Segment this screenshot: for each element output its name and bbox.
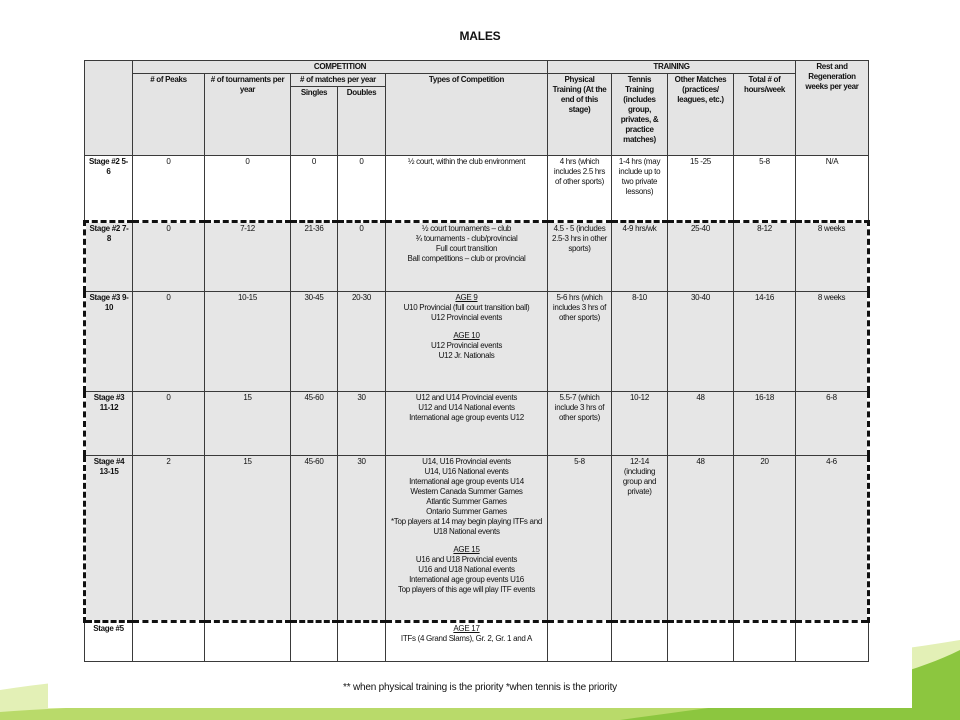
singles-cell: 45-60 (291, 392, 338, 456)
types-line: U10 Provincial (full court transition ball) (403, 303, 530, 312)
doubles-cell: 20-30 (338, 292, 386, 392)
types-cell (386, 456, 548, 622)
peaks-cell: 0 (133, 222, 205, 292)
types-line: International age group events U14 (409, 477, 524, 486)
types-line: U14, U16 National events (424, 467, 509, 476)
types-line: Full court transition (435, 244, 498, 253)
types-cell (386, 292, 548, 392)
table-row (85, 622, 869, 662)
rest-cell: 8 weeks (796, 292, 869, 392)
physical-cell: 4 hrs (which includes 2.5 hrs of other sports) (548, 156, 612, 222)
peaks-cell: 2 (133, 456, 205, 622)
age-heading: AGE 10 (453, 331, 480, 340)
types-line: International age group events U16 (409, 575, 524, 584)
doubles-cell: 0 (338, 222, 386, 292)
age-heading: AGE 15 (453, 545, 480, 554)
matches-header: # of matches per year (291, 74, 386, 87)
types-line: ½ court tournaments – club (421, 224, 512, 233)
tennis-cell (612, 622, 668, 662)
other-cell: 48 (668, 392, 734, 456)
tennis-cell: 10-12 (612, 392, 668, 456)
types-line: ¾ tournaments - club/provincial (415, 234, 518, 243)
types-line: U12 and U14 Provincial events (415, 393, 518, 402)
doubles-cell: 0 (338, 156, 386, 222)
tournaments-cell: 10-15 (205, 292, 291, 392)
tennis-header: Tennis Training (includes group, privates, & practice matches) (612, 74, 668, 156)
tennis-cell: 1-4 hrs (may include up to two private lessons) (612, 156, 668, 222)
types-line: Western Canada Summer Games (410, 487, 523, 496)
physical-header: Physical Training (At the end of this stage) (548, 74, 612, 156)
table-row (85, 156, 869, 222)
other-cell: 15 -25 (668, 156, 734, 222)
total-cell: 16-18 (734, 392, 796, 456)
types-line: Ontario Summer Games (426, 507, 507, 516)
table-row (85, 392, 869, 456)
tennis-cell: 4-9 hrs/wk (612, 222, 668, 292)
singles-cell: 45-60 (291, 456, 338, 622)
types-line: Atlantic Summer Games (426, 497, 507, 506)
types-line: U12 Provincial events (430, 341, 503, 350)
age-heading: AGE 9 (455, 293, 478, 302)
table-row (85, 456, 869, 622)
total-header: Total # of hours/week (734, 74, 796, 156)
types-line: *Top players at 14 may begin playing ITFs and U18 National events (390, 517, 543, 536)
doubles-cell: 30 (338, 392, 386, 456)
competition-header: COMPETITION (133, 61, 548, 74)
peaks-cell: 0 (133, 156, 205, 222)
document-page (48, 20, 912, 708)
table-row (85, 292, 869, 392)
types-cell (386, 156, 548, 222)
stage-label: Stage #5 (85, 622, 133, 662)
stage-label: Stage #2 7-8 (85, 222, 133, 292)
types-line: U16 and U18 National events (418, 565, 515, 574)
stage-label: Stage #4 13-15 (85, 456, 133, 622)
training-table (83, 60, 870, 662)
types-cell (386, 222, 548, 292)
other-cell: 25-40 (668, 222, 734, 292)
types-line: U12 Provincial events (430, 313, 503, 322)
tennis-cell: 8-10 (612, 292, 668, 392)
physical-cell: 5-8 (548, 456, 612, 622)
age-heading: AGE 17 (453, 624, 480, 633)
physical-cell (548, 622, 612, 662)
singles-cell: 21-36 (291, 222, 338, 292)
total-cell: 14-16 (734, 292, 796, 392)
types-line: U14, U16 Provincial events (422, 457, 511, 466)
other-header: Other Matches (practices/ leagues, etc.) (668, 74, 734, 156)
rest-cell: N/A (796, 156, 869, 222)
types-line: Top players of this age will play ITF events (397, 585, 536, 594)
stage-label: Stage #3 9-10 (85, 292, 133, 392)
training-header: TRAINING (548, 61, 796, 74)
tournaments-cell (205, 622, 291, 662)
stage-label: Stage #3 11-12 (85, 392, 133, 456)
tournaments-header: # of tournaments per year (205, 74, 291, 156)
types-line: ITFs (4 Grand Slams), Gr. 2, Gr. 1 and A (400, 634, 533, 643)
doubles-cell: 30 (338, 456, 386, 622)
tennis-cell: 12-14 (including group and private) (612, 456, 668, 622)
peaks-header: # of Peaks (133, 74, 205, 156)
footnote: ** when physical training is the priority *when tennis is the priority (343, 682, 617, 693)
tournaments-cell: 15 (205, 456, 291, 622)
other-cell: 48 (668, 456, 734, 622)
types-cell (386, 622, 548, 662)
other-cell: 30-40 (668, 292, 734, 392)
singles-cell (291, 622, 338, 662)
physical-cell: 5.5-7 (which include 3 hrs of other sports) (548, 392, 612, 456)
physical-cell: 4.5 - 5 (includes 2.5-3 hrs in other sports) (548, 222, 612, 292)
rest-cell: 6-8 (796, 392, 869, 456)
types-line: ½ court, within the club environment (407, 157, 526, 166)
total-cell: 5-8 (734, 156, 796, 222)
rest-header: Rest and Regeneration weeks per year (796, 61, 869, 156)
tournaments-cell: 7-12 (205, 222, 291, 292)
singles-header: Singles (291, 87, 338, 156)
physical-cell: 5-6 hrs (which includes 3 hrs of other sports) (548, 292, 612, 392)
stage-header-cell (85, 61, 133, 156)
types-cell (386, 392, 548, 456)
total-cell: 20 (734, 456, 796, 622)
doubles-cell (338, 622, 386, 662)
tournaments-cell: 15 (205, 392, 291, 456)
rest-cell (796, 622, 869, 662)
peaks-cell: 0 (133, 392, 205, 456)
types-line: Ball competitions – club or provincial (407, 254, 526, 263)
types-line: U12 Jr. Nationals (438, 351, 495, 360)
table-row (85, 222, 869, 292)
rest-cell: 8 weeks (796, 222, 869, 292)
types-header: Types of Competition (386, 74, 548, 156)
other-cell (668, 622, 734, 662)
peaks-cell: 0 (133, 292, 205, 392)
types-line: International age group events U12 (409, 413, 524, 422)
singles-cell: 0 (291, 156, 338, 222)
total-cell (734, 622, 796, 662)
stage-label: Stage #2 5-6 (85, 156, 133, 222)
page-title: MALES (459, 29, 501, 43)
tournaments-cell: 0 (205, 156, 291, 222)
singles-cell: 30-45 (291, 292, 338, 392)
types-line: U12 and U14 National events (418, 403, 515, 412)
peaks-cell (133, 622, 205, 662)
rest-cell: 4-6 (796, 456, 869, 622)
doubles-header: Doubles (338, 87, 386, 156)
types-line: U16 and U18 Provincial events (415, 555, 518, 564)
total-cell: 8-12 (734, 222, 796, 292)
